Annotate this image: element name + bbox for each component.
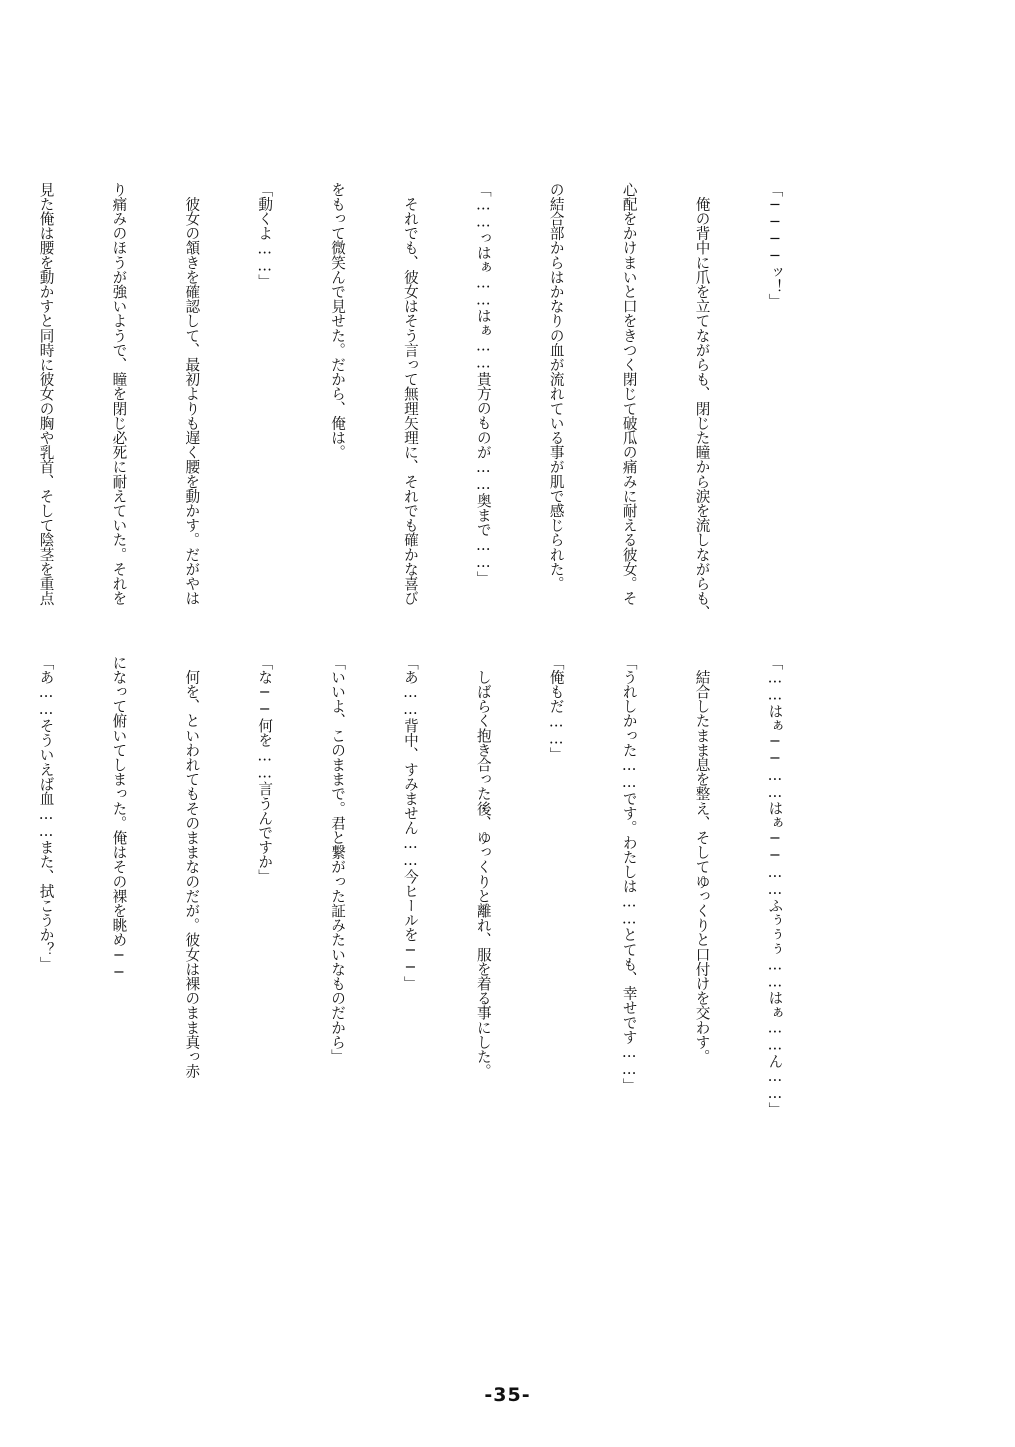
text-block-lower bbox=[37, 655, 835, 1117]
text-line: 「あ……そういえば血……また、拭こうか？」 bbox=[37, 655, 55, 972]
text-line: 「動くよ……」 bbox=[256, 182, 274, 289]
page-number: -35- bbox=[484, 1384, 531, 1406]
text-line: 俺の背中に爪を立てながらも、閉じた瞳から涙を流しながらも、 bbox=[693, 182, 711, 620]
text-line: それでも、彼女はそう言って無理矢理に、それでも確かな喜び bbox=[401, 182, 419, 606]
text-line: 結合したまま息を整え、そしてゆっくりと口付けを交わす。 bbox=[693, 655, 711, 1064]
text-line: 「あ……背中、すみません……今ヒールを──」 bbox=[401, 655, 419, 991]
text-line: 見た俺は腰を動かすと同時に彼女の胸や乳首、そして陰茎を重点 bbox=[37, 182, 55, 606]
text-line: 「な──何を……言うんですか」 bbox=[256, 655, 274, 884]
text-block-upper bbox=[37, 182, 835, 630]
text-line: 「……はぁ──……はぁ──……ふぅぅぅ……はぁ……ん……」 bbox=[766, 655, 784, 1117]
text-line: り痛みのほうが強いようで、瞳を閉じ必死に耐えていた。それを bbox=[110, 182, 128, 606]
text-line: 「俺もだ……」 bbox=[547, 655, 565, 762]
text-line: 彼女の頷きを確認して、最初よりも遅く腰を動かす。だがやは bbox=[183, 182, 201, 606]
text-line: 何を、といわれてもそのままなのだが。彼女は裸のまま真っ赤 bbox=[183, 655, 201, 1079]
text-line: 「うれしかった……です。わたしは……とても、幸せです……」 bbox=[620, 655, 638, 1093]
text-line: の結合部からはかなりの血が流れている事が肌で感じられた。 bbox=[547, 182, 565, 591]
text-line: になって俯いてしまった。俺はその裸を眺め── bbox=[110, 655, 128, 981]
text-line: 「いいよ、このままで。君と繋がった証みたいなものだから」 bbox=[329, 655, 347, 1064]
text-line: 「……っはぁ……はぁ……貴方のものが……奥まで……」 bbox=[474, 182, 492, 586]
text-line: をもって微笑んで見せた。だから、俺は。 bbox=[329, 182, 347, 460]
text-line: しばらく抱き合った後、ゆっくりと離れ、服を着る事にした。 bbox=[474, 655, 492, 1079]
text-line: 心配をかけまいと口をきつく閉じて破瓜の痛みに耐える彼女。そ bbox=[620, 182, 638, 606]
text-line: 「────ッ！」 bbox=[766, 182, 784, 309]
